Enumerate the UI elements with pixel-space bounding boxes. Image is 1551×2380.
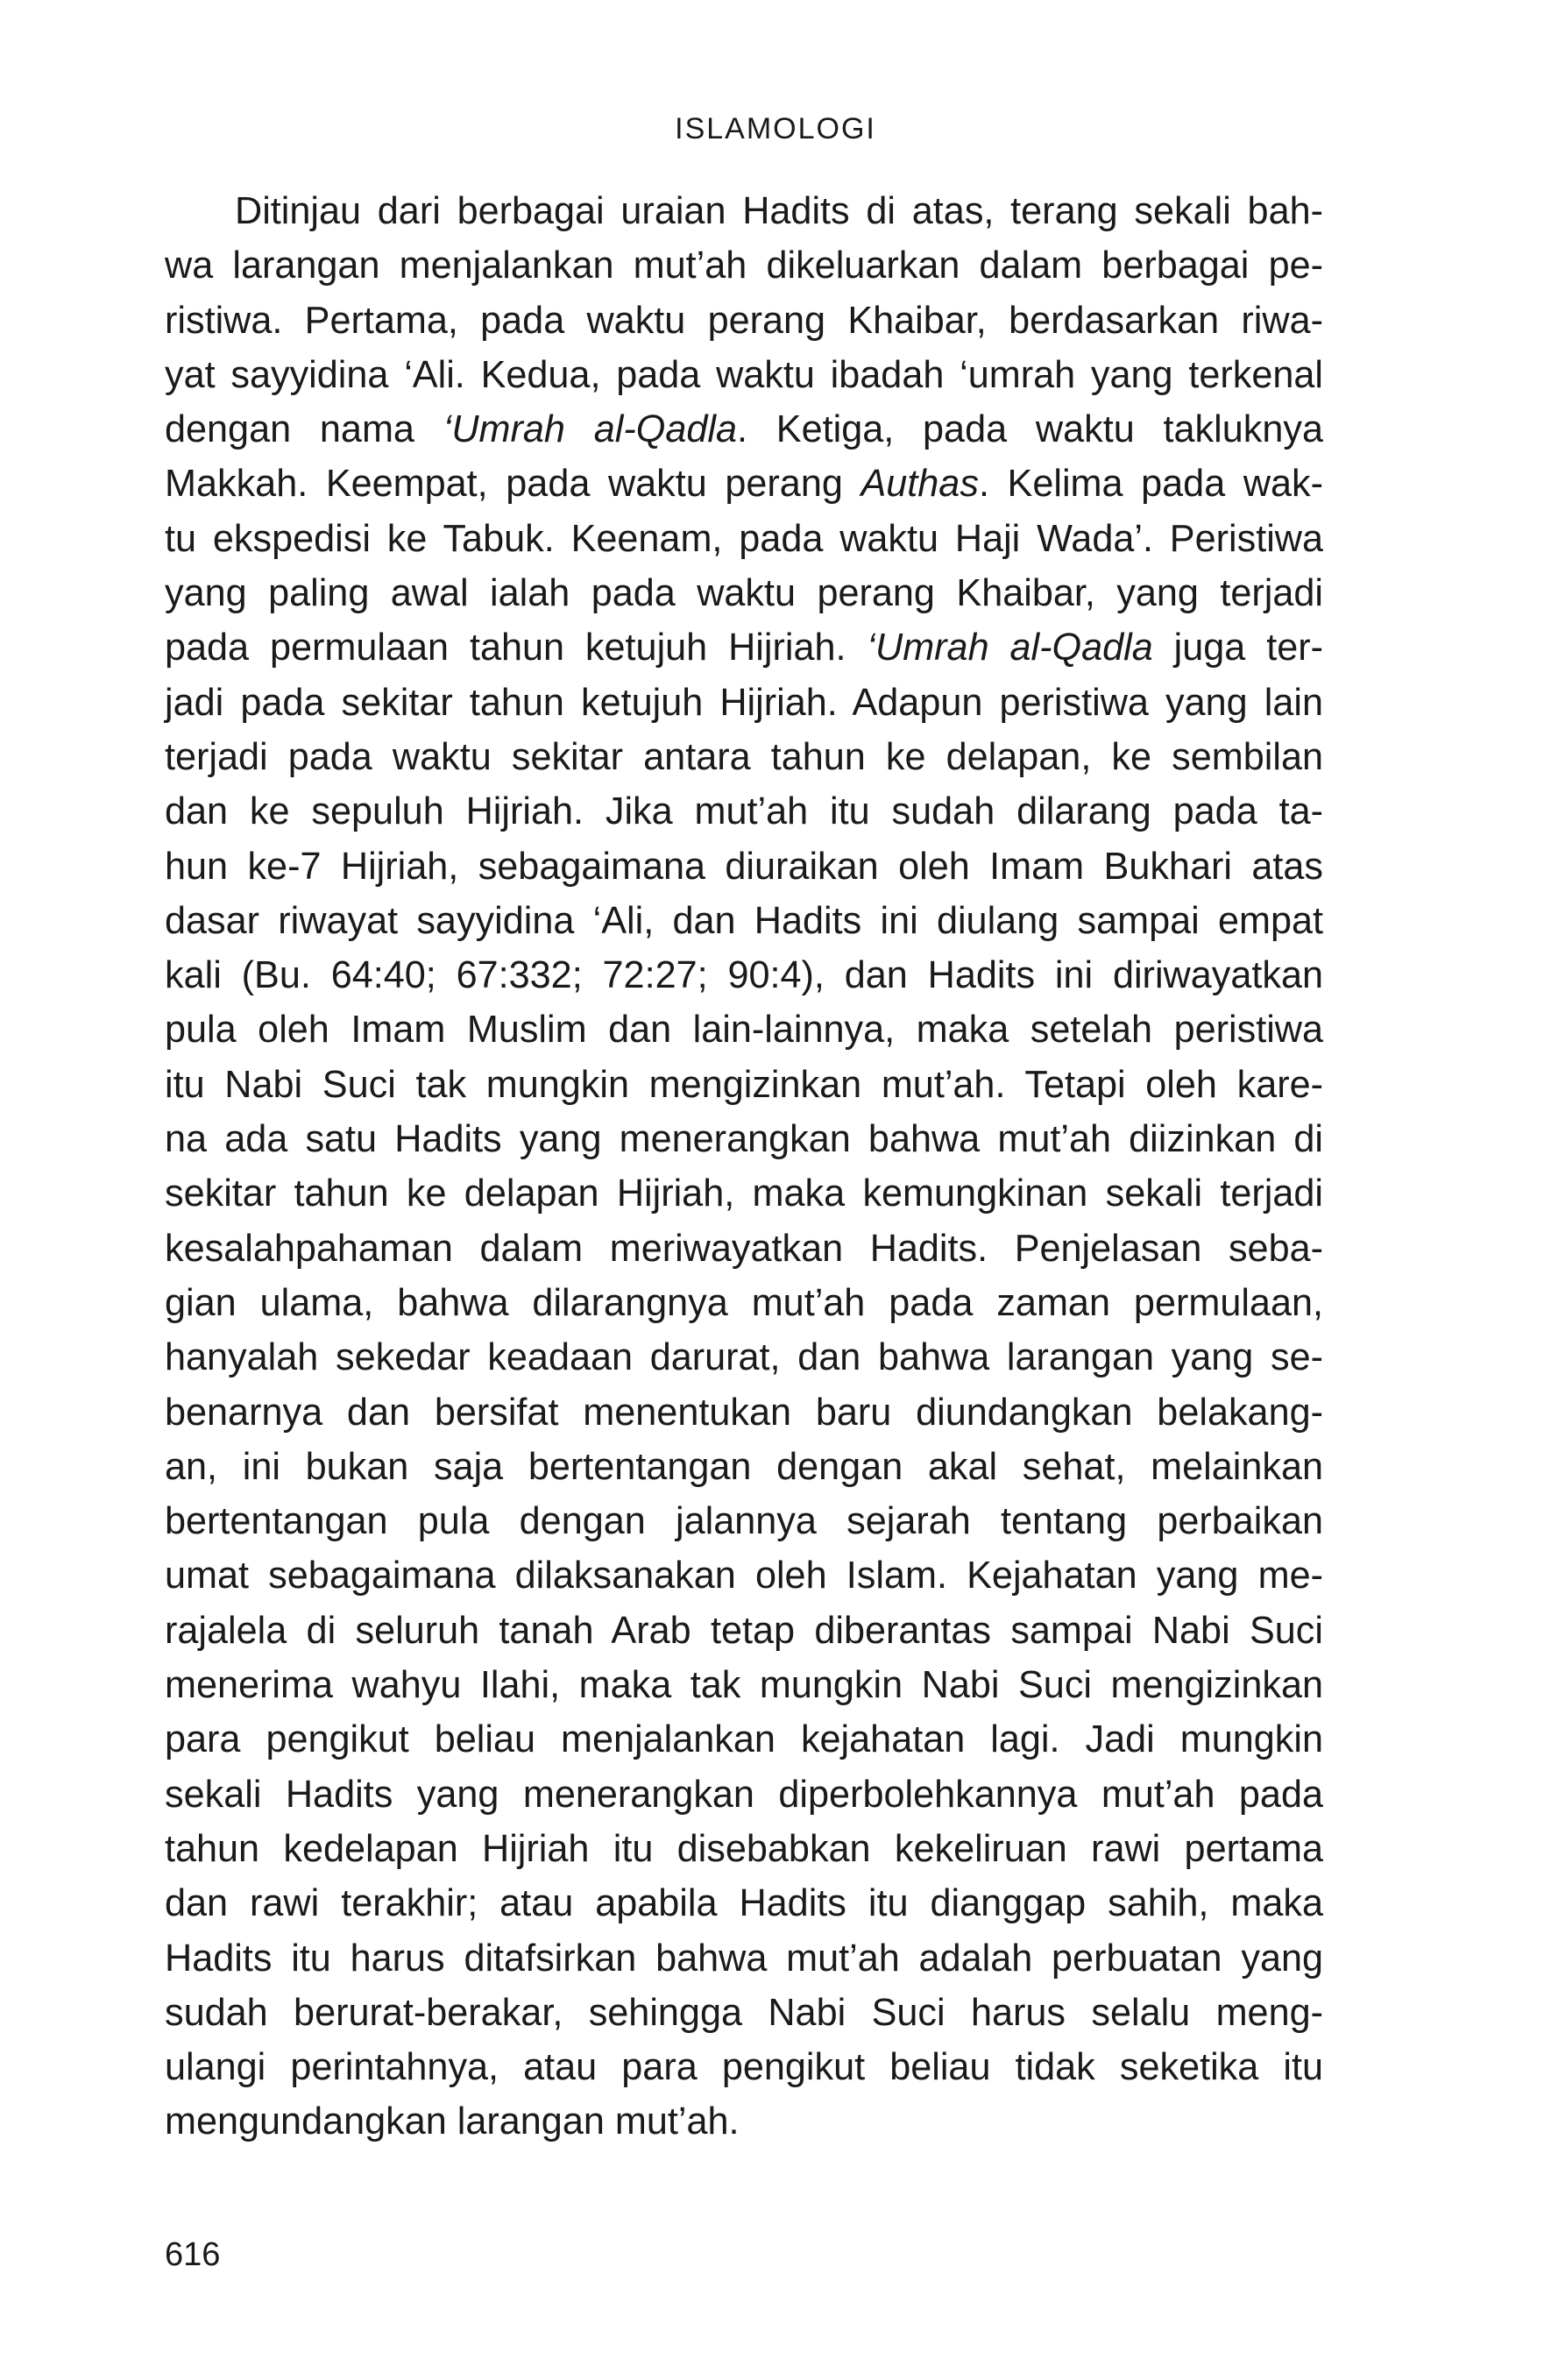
paragraph-line: yat sayyidina ‘Ali. Kedua, pada waktu ibadah ‘umrah yang terkenal: [165, 353, 1323, 396]
paragraph-line: para pengikut beliau menjalankan kejahatan lagi. Jadi mungkin: [165, 1718, 1323, 1761]
paragraph-line: tu ekspedisi ke Tabuk. Keenam, pada waktu Haji Wada’. Peristiwa: [165, 517, 1323, 560]
paragraph-line: tahun kedelapan Hijriah itu disebabkan kekeliruan rawi pertama: [165, 1827, 1323, 1870]
paragraph-line: benarnya dan bersifat menentukan baru diundangkan belakang-: [165, 1391, 1323, 1434]
paragraph-line: menerima wahyu Ilahi, maka tak mungkin Nabi Suci mengizinkan: [165, 1664, 1323, 1707]
paragraph-line: hanyalah sekedar keadaan darurat, dan bahwa larangan yang se-: [165, 1336, 1323, 1379]
paragraph-line: umat sebagaimana dilaksanakan oleh Islam. Kejahatan yang me-: [165, 1555, 1323, 1597]
paragraph-line: dasar riwayat sayyidina ‘Ali, dan Hadits ini diulang sampai empat: [165, 899, 1323, 942]
paragraph-line: hun ke-7 Hijriah, sebagaimana diuraikan oleh Imam Bukhari atas: [165, 845, 1323, 888]
paragraph-line: wa larangan menjalankan mut’ah dikeluarkan dalam berbagai pe-: [165, 244, 1323, 287]
paragraph-line: dengan nama ‘Umrah al-Qadla. Ketiga, pada waktu takluknya: [165, 408, 1323, 451]
paragraph-line: Makkah. Keempat, pada waktu perang Authas. Kelima pada wak-: [165, 463, 1324, 506]
paragraph-line: kesalahpahaman dalam meriwayatkan Hadits. Penjelasan seba-: [165, 1227, 1323, 1270]
italic-term: ‘Umrah al-Qadla: [443, 408, 737, 451]
paragraph-line: sekitar tahun ke delapan Hijriah, maka kemungkinan sekali terjadi: [165, 1172, 1323, 1215]
paragraph-line: pula oleh Imam Muslim dan lain-lainnya, maka setelah peristiwa: [165, 1009, 1323, 1052]
paragraph-line: Hadits itu harus ditafsirkan bahwa mut’ah adalah perbuatan yang: [165, 1937, 1323, 1980]
paragraph-line: bertentangan pula dengan jalannya sejarah tentang perbaikan: [165, 1500, 1323, 1543]
paragraph-line: ulangi perintahnya, atau para pengikut beliau tidak seketika itu: [165, 2046, 1323, 2089]
paragraph-line: sekali Hadits yang menerangkan diperbolehkannya mut’ah pada: [165, 1773, 1323, 1816]
paragraph-line: terjadi pada waktu sekitar antara tahun ke delapan, ke sembilan: [165, 735, 1323, 778]
paragraph-line: gian ulama, bahwa dilarangnya mut’ah pada zaman permulaan,: [165, 1281, 1323, 1324]
page-number: 616: [165, 2236, 221, 2273]
italic-term: Authas: [860, 463, 979, 506]
paragraph-line: mengundangkan larangan mut’ah.: [165, 2100, 740, 2143]
paragraph-line: na ada satu Hadits yang menerangkan bahwa mut’ah diizinkan di: [165, 1118, 1323, 1161]
paragraph-line: itu Nabi Suci tak mungkin mengizinkan mut’ah. Tetapi oleh kare-: [165, 1063, 1323, 1106]
running-header: ISLAMOLOGI: [675, 112, 876, 145]
paragraph-line: ristiwa. Pertama, pada waktu perang Khaibar, berdasarkan riwa-: [165, 299, 1323, 342]
paragraph-line: yang paling awal ialah pada waktu perang Khaibar, yang terjadi: [165, 572, 1323, 615]
paragraph-line: dan ke sepuluh Hijriah. Jika mut’ah itu sudah dilarang pada ta-: [165, 790, 1323, 833]
paragraph-line: rajalela di seluruh tanah Arab tetap diberantas sampai Nabi Suci: [165, 1609, 1323, 1652]
paragraph-line: sudah berurat-berakar, sehingga Nabi Suci harus selalu meng-: [165, 1991, 1323, 2034]
paragraph-line: pada permulaan tahun ketujuh Hijriah. ‘Umrah al-Qadla juga ter-: [165, 627, 1323, 669]
paragraph-line: an, ini bukan saja bertentangan dengan akal sehat, melainkan: [165, 1445, 1323, 1488]
paragraph-line: jadi pada sekitar tahun ketujuh Hijriah. Adapun peristiwa yang lain: [165, 681, 1323, 724]
body-paragraph: [165, 184, 1323, 2150]
paragraph-line: Ditinjau dari berbagai uraian Hadits di atas, terang sekali bah-: [235, 190, 1323, 232]
italic-term: ‘Umrah al-Qadla: [867, 627, 1153, 669]
paragraph-line: kali (Bu. 64:40; 67:332; 72:27; 90:4), dan Hadits ini diriwayatkan: [165, 954, 1323, 997]
paragraph-line: dan rawi terakhir; atau apabila Hadits itu dianggap sahih, maka: [165, 1882, 1323, 1925]
